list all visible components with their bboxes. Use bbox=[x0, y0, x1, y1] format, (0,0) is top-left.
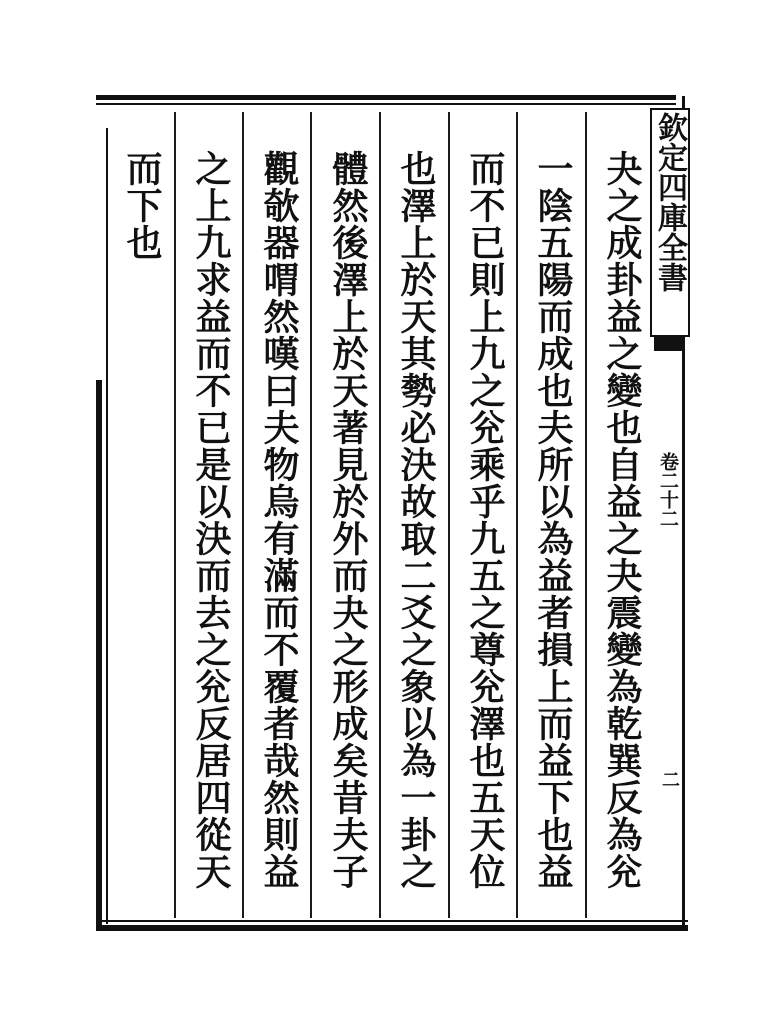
margin-volume-label: 卷二十二 bbox=[657, 452, 679, 528]
text-column-2: 一陰五陽而成也夫所以為益者損上而益下也益 bbox=[532, 150, 574, 890]
margin-book-title: 欽定四庫全書 bbox=[652, 112, 687, 292]
bottom-inner-rule bbox=[96, 920, 688, 922]
fish-tail-mark bbox=[654, 337, 682, 351]
left-border-rule bbox=[96, 380, 102, 928]
column-divider bbox=[242, 112, 244, 918]
text-column-6: 觀欹器喟然嘆曰夫物烏有滿而不覆者哉然則益 bbox=[258, 150, 300, 890]
column-divider bbox=[585, 112, 587, 918]
text-column-3: 而不已則上九之兊乘乎九五之尊兊澤也五天位 bbox=[464, 150, 506, 890]
column-divider bbox=[379, 112, 381, 918]
column-divider bbox=[448, 112, 450, 918]
text-column-1: 夬之成卦益之變也自益之夬震變為乾巽反為兊 bbox=[601, 150, 643, 890]
margin-page-number: 二 bbox=[659, 770, 680, 788]
text-column-7: 之上九求益而不已是以決而去之兊反居四從天 bbox=[190, 150, 232, 890]
top-inner-rule bbox=[96, 103, 676, 105]
column-divider bbox=[174, 112, 176, 918]
column-divider bbox=[516, 112, 518, 918]
top-border-rule bbox=[96, 95, 676, 100]
bottom-border-rule bbox=[96, 925, 688, 931]
text-column-8: 而下也 bbox=[121, 150, 163, 261]
left-inner-rule bbox=[106, 128, 108, 924]
text-column-4: 也澤上於天其勢必決故取二爻之象以為一卦之 bbox=[395, 150, 437, 890]
column-divider bbox=[310, 112, 312, 918]
text-column-5: 體然後澤上於天著見於外而夬之形成矣昔夫子 bbox=[327, 150, 369, 890]
